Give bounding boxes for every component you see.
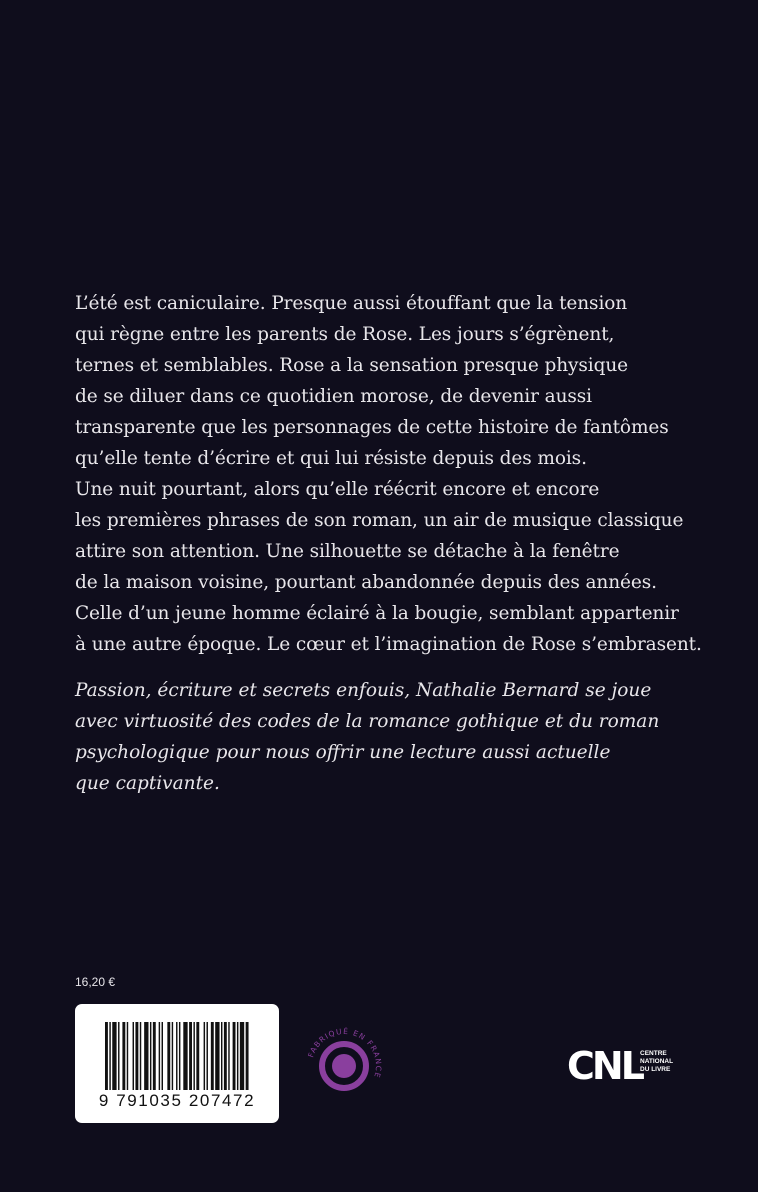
isbn-digits: 9 791035 207472 [98,1091,256,1110]
barcode-bar [159,1022,160,1090]
isbn-barcode [75,1004,279,1123]
badge-text: FABRIQUÉ EN FRANCE [306,1026,384,1080]
tagline-text [75,675,715,799]
synopsis-line: Celle d’un jeune homme éclairé à la bougie, semblant appartenir [75,603,679,624]
tagline-line: Passion, écriture et secrets enfouis, Nathalie Bernard se joue [75,680,652,701]
synopsis-line: de se diluer dans ce quotidien morose, de devenir aussi [75,386,592,407]
barcode-bar [215,1022,219,1090]
tagline-line: avec virtuosité des codes de la romance gothique et du roman [75,711,660,732]
barcode-bar [133,1022,134,1090]
barcode-bar [204,1022,205,1090]
barcode-bar [196,1022,199,1090]
barcode-bar [135,1022,138,1090]
barcode-bar [162,1022,163,1090]
barcode-bar [109,1022,110,1090]
barcode-bar [118,1022,119,1090]
barcode-bar [246,1022,249,1090]
cnl-subtitle-line: DU LIVRE [640,1066,671,1073]
synopsis-line: à une autre époque. Le cœur et l’imagination de Rose s’embrasent. [75,634,702,655]
barcode-bar [183,1022,187,1090]
synopsis-line: qu’elle tente d’écrire et qui lui résiste depuis des mois. [75,448,587,469]
barcode-bar [189,1022,192,1090]
synopsis-line: les premières phrases de son roman, un air de musique classique [75,510,684,531]
price-label: 16,20 € [75,975,116,989]
synopsis-line: attire son attention. Une silhouette se détache à la fenêtre [75,541,620,562]
barcode-bar [179,1022,180,1090]
cnl-logo [567,1040,687,1100]
tagline-line: que captivante. [75,773,220,794]
barcode-bar [233,1022,236,1090]
cnl-subtitle-line: NATIONAL [640,1058,674,1065]
cnl-subtitle-line: CENTRE [640,1050,667,1057]
barcode-bar [228,1022,229,1090]
barcode-bar [167,1022,170,1090]
barcode-bar [150,1022,151,1090]
barcode-bar [224,1022,227,1090]
barcode-bar [140,1022,141,1090]
synopsis-line: de la maison voisine, pourtant abandonnée depuis des années. [75,572,657,593]
synopsis-line: Une nuit pourtant, alors qu’elle réécrit encore et encore [75,479,600,500]
barcode-bar [105,1022,108,1090]
synopsis-line: ternes et semblables. Rose a la sensation presque physique [75,355,628,376]
barcode-bar [207,1022,208,1090]
synopsis-line: transparente que les personnages de cette histoire de fantômes [75,417,669,438]
barcode-bar [240,1022,244,1090]
barcode-bar [127,1022,128,1090]
synopsis-line: L’été est caniculaire. Presque aussi étouffant que la tension [75,293,628,314]
barcode-bar [211,1022,214,1090]
barcode-bar [112,1022,116,1090]
barcode-bar [193,1022,194,1090]
cnl-mark: CNL [567,1044,642,1088]
cnl-subtitle [640,1050,688,1074]
barcode-bar [176,1022,177,1090]
badge-center [332,1054,356,1078]
synopsis-line: qui règne entre les parents de Rose. Les jours s’égrènent, [75,324,615,345]
barcode-bar [221,1022,222,1090]
fabrique-en-france-badge [300,1022,388,1110]
barcode-bar [172,1022,173,1090]
barcode-bar [122,1022,125,1090]
barcode-bar [153,1022,156,1090]
tagline-line: psychologique pour nous offrir une lecture aussi actuelle [75,742,611,763]
barcode-bar [144,1022,148,1090]
synopsis-text [75,288,715,660]
barcode-bar [237,1022,238,1090]
